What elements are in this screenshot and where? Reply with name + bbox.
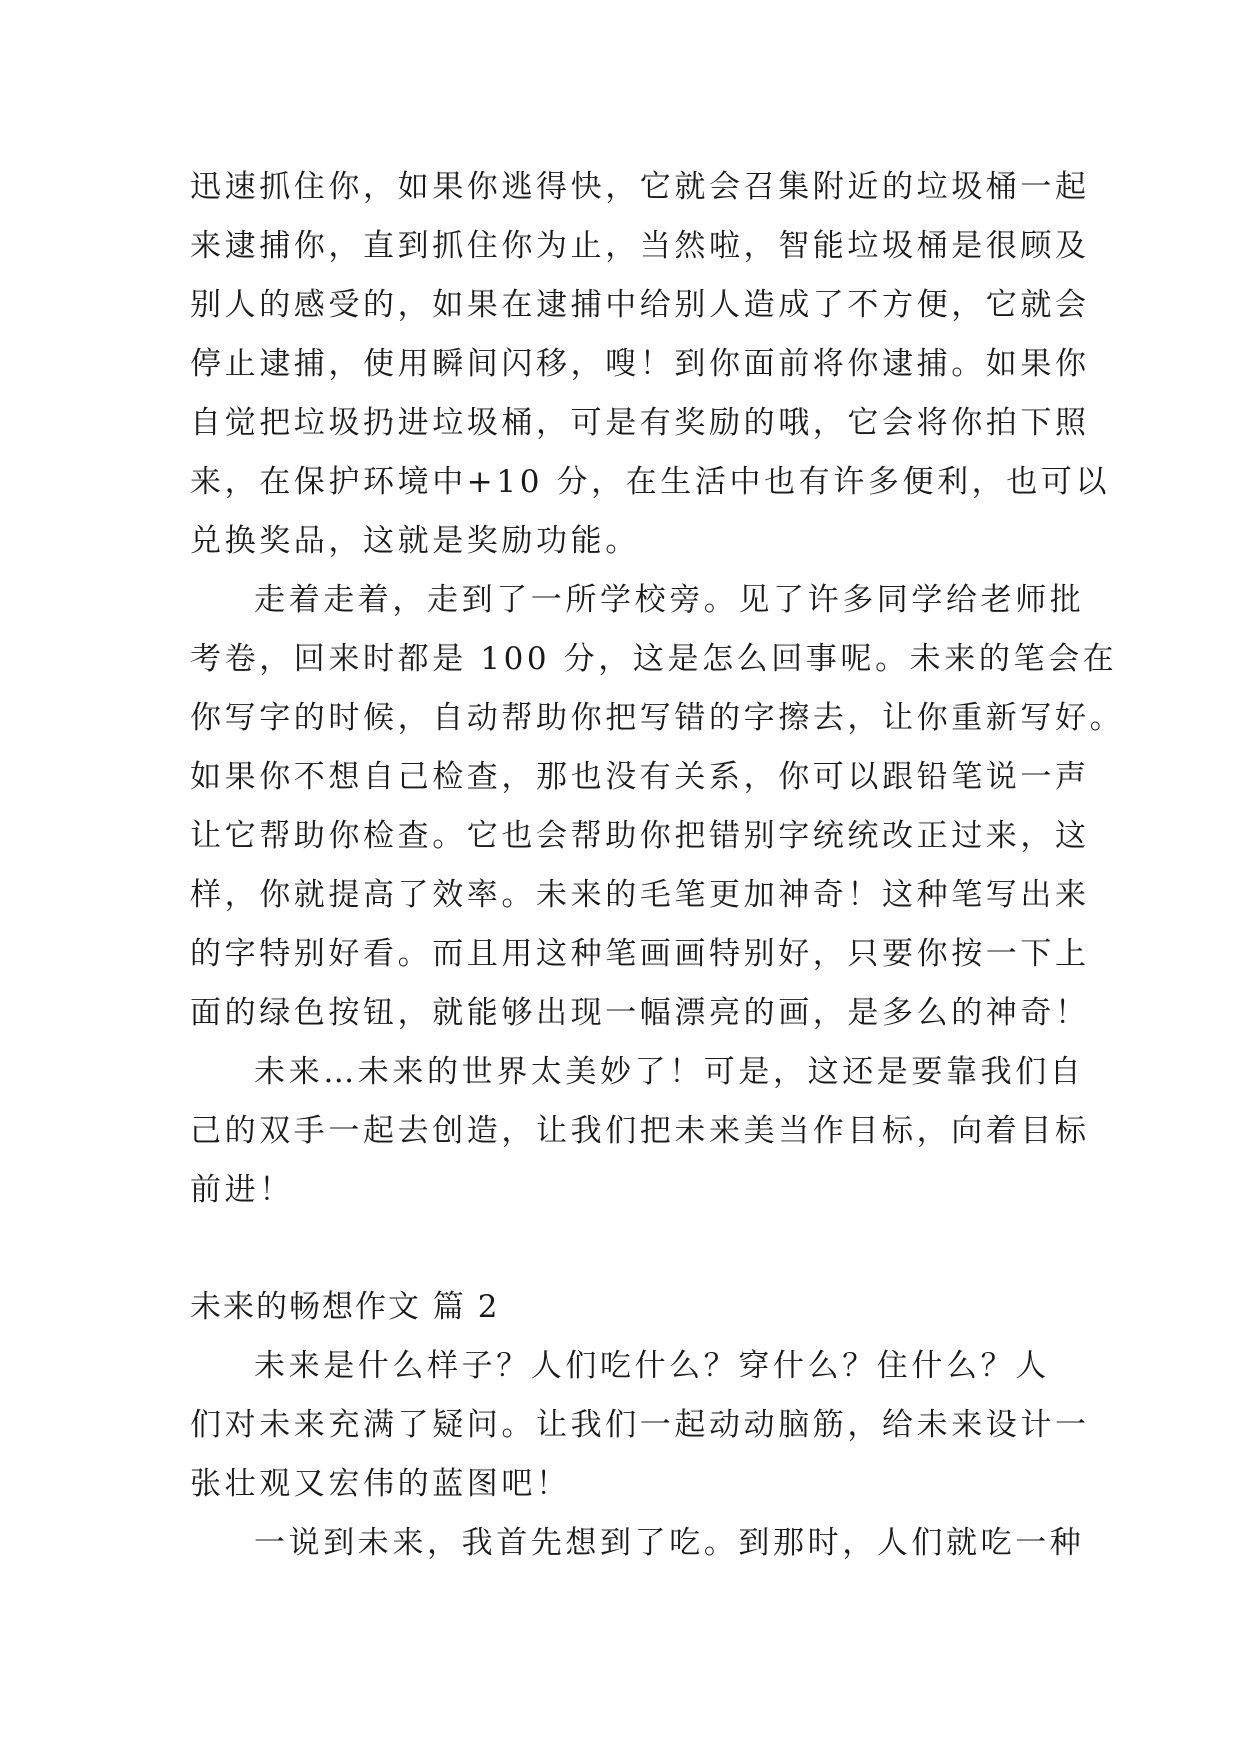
text-line: 兑换奖品，这就是奖励功能。: [190, 523, 640, 559]
text-line: 样，你就提高了效率。未来的毛笔更加神奇！这种笔写出来: [190, 877, 1090, 913]
text-line: 自觉把垃圾扔进垃圾桶，可是有奖励的哦，它会将你拍下照: [190, 405, 1090, 441]
text-line: 们对未来充满了疑问。让我们一起动动脑筋，给未来设计一: [190, 1407, 1090, 1443]
text-line: 己的双手一起去创造，让我们把未来美当作目标，向着目标: [190, 1113, 1090, 1149]
text-line: 如果你不想自己检查，那也没有关系，你可以跟铅笔说一声: [190, 759, 1090, 795]
text-line: 一说到未来，我首先想到了吃。到那时，人们就吃一种: [254, 1525, 1085, 1561]
text-line: 张壮观又宏伟的蓝图吧！: [190, 1466, 571, 1502]
text-line: 你写字的时候，自动帮助你把写错的字擦去，让你重新写好。: [190, 700, 1125, 736]
paragraph-food: [190, 1514, 1085, 1573]
text-line: 迅速抓住你，如果你逃得快，它就会召集附近的垃圾桶一起: [190, 169, 1090, 205]
section-title: 未来的畅想作文 篇 2: [190, 1289, 500, 1325]
text-line: 未来…未来的世界太美妙了！可是，这还是要靠我们自: [254, 1054, 1085, 1090]
text-line: 来逮捕你，直到抓住你为止，当然啦，智能垃圾桶是很顾及: [190, 228, 1090, 264]
text-line: 停止逮捕，使用瞬间闪移，嗖！到你面前将你逮捕。如果你: [190, 346, 1090, 382]
paragraph-intro: [190, 1337, 1090, 1514]
text-line: 别人的感受的，如果在逮捕中给别人造成了不方便，它就会: [190, 287, 1090, 323]
text-line: 未来是什么样子？人们吃什么？穿什么？住什么？人: [254, 1348, 1050, 1384]
text-line: 的字特别好看。而且用这种笔画画特别好，只要你按一下上: [190, 936, 1090, 972]
text-line: 走着走着，走到了一所学校旁。见了许多同学给老师批: [254, 582, 1085, 618]
paragraph-conclusion: [190, 1043, 1090, 1220]
text-line: 让它帮助你检查。它也会帮助你把错别字统统改正过来，这: [190, 818, 1090, 854]
document-body: [190, 158, 1125, 1573]
text-line: 考卷，回来时都是 100 分，这是怎么回事呢。未来的笔会在: [190, 641, 1118, 677]
text-line: 来，在保护环境中+10 分，在生活中也有许多便利，也可以: [190, 464, 1111, 500]
section-gap: [190, 1220, 1050, 1278]
text-line: 前进！: [190, 1172, 294, 1208]
paragraph-school-pens: [190, 571, 1125, 1043]
text-line: 面的绿色按钮，就能够出现一幅漂亮的画，是多么的神奇！: [190, 995, 1090, 1031]
paragraph-continued: [190, 158, 1111, 571]
